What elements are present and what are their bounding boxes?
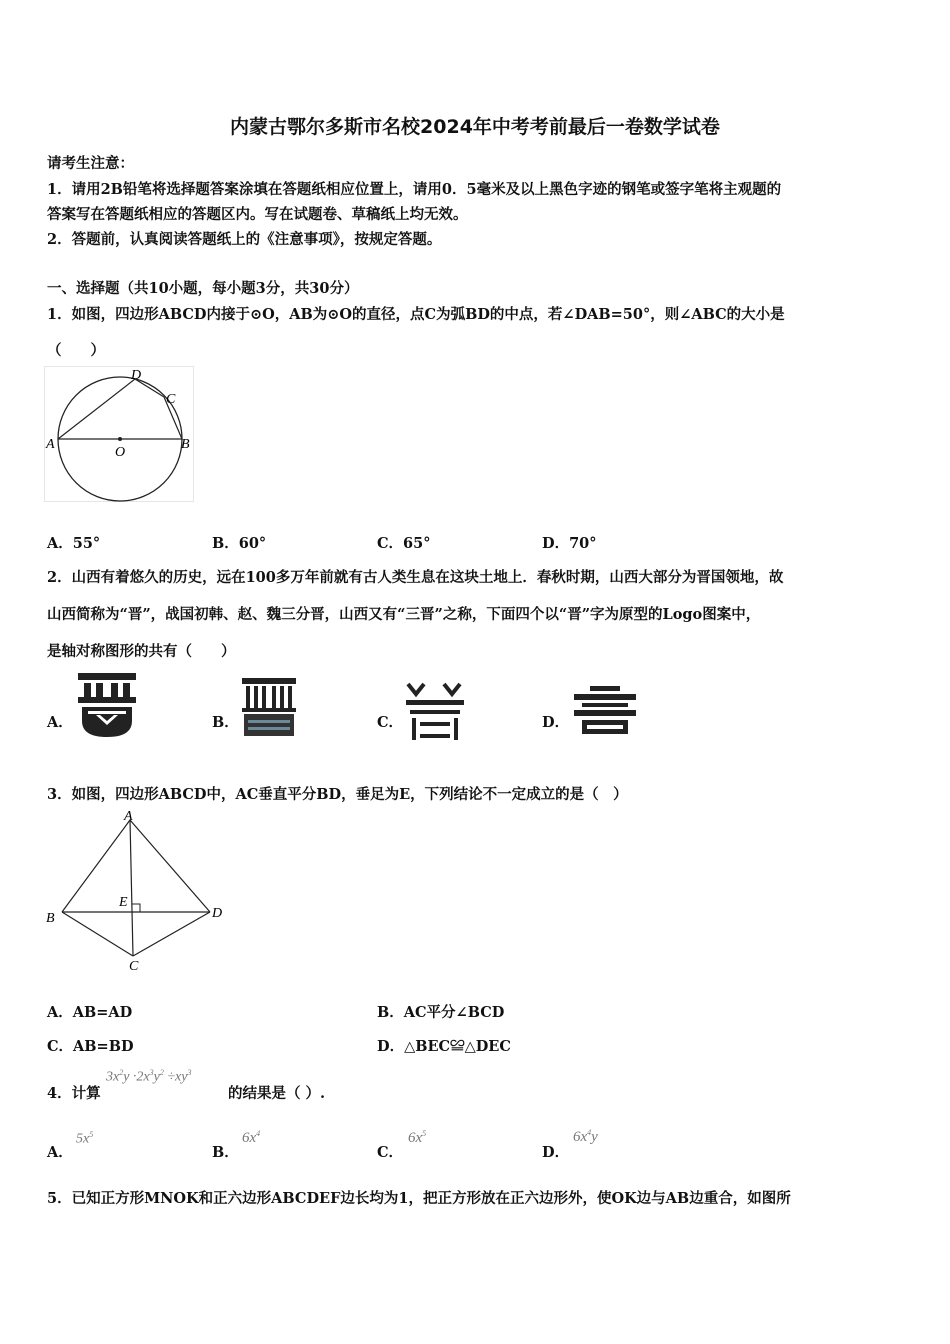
q1-circle-figure [44, 366, 194, 502]
q2-line-2: 山西简称为“晋”，战国初韩、赵、魏三分晋，山西又有“三晋”之称，下面四个以“晋”字为原型的Logo图案中， [47, 606, 761, 623]
notice-line-3: 2．答题前，认真阅读答题纸上的《注意事项》，按规定答题。 [47, 231, 442, 248]
chord-ad [58, 379, 135, 439]
q3-option-b: B．AC平分∠BCD [377, 1004, 505, 1021]
q2-option-a: A． [47, 714, 73, 731]
q2-option-d: D． [542, 714, 570, 731]
q2-option-c: C． [377, 714, 404, 731]
q4-option-c-expr: $6x^5$ [408, 1129, 427, 1146]
side-bc [62, 912, 133, 956]
center-point [118, 437, 122, 441]
label-a: A [124, 809, 133, 824]
jin-logo-b [240, 676, 298, 740]
q1-option-c: C．65° [377, 535, 431, 552]
page-title: 内蒙古鄂尔多斯市名校2024年中考考前最后一卷数学试卷 [230, 116, 720, 138]
label-e: E [119, 895, 128, 910]
q5-text: 5．已知正方形MNOK和正六边形ABCDEF边长均为1，把正方形放在正六边形外，使OK边与AB边重合，如图所 [47, 1190, 791, 1207]
q4-expression: $3x^2y \cdot 2x^3y^2 \div xy^3$ [106, 1068, 192, 1085]
right-angle-mark [132, 904, 140, 912]
q4-option-d-expr: $6x^4y$ [573, 1128, 598, 1145]
q4-option-d: D． [542, 1144, 570, 1161]
side-ad [130, 820, 210, 912]
q1-paren: （ ） [47, 342, 105, 359]
q3-text: 3．如图，四边形ABCD中，AC垂直平分BD，垂足为E，下列结论不一定成立的是（ ） [47, 786, 628, 803]
q4-option-b-expr: $6x^4$ [242, 1129, 261, 1146]
label-b: B [46, 911, 55, 926]
notice-line-1: 1．请用2B铅笔将选择题答案涂填在答题纸相应位置上，请用0．5毫米及以上黑色字迹的钢笔或签字笔将主观题的 [47, 181, 782, 198]
label-c: C [129, 959, 139, 973]
label-a: A [46, 437, 55, 452]
q1-text: 1．如图，四边形ABCD内接于⊙O，AB为⊙O的直径，点C为弧BD的中点，若∠DAB=50°，则∠ABC的大小是 [47, 306, 785, 323]
label-d: D [212, 906, 223, 921]
q3-option-a: A．AB=AD [47, 1004, 133, 1021]
jin-logo-d [572, 684, 638, 740]
q1-option-d: D．70° [542, 535, 597, 552]
label-o: O [115, 445, 126, 460]
jin-logo-c [404, 680, 466, 742]
label-d: D [131, 368, 142, 383]
q1-option-b: B．60° [212, 535, 267, 552]
q4-option-c: C． [377, 1144, 404, 1161]
q3-quadrilateral-figure [44, 808, 229, 973]
q4-option-b: B． [212, 1144, 239, 1161]
section-heading: 一、选择题（共10小题，每小题3分，共30分） [47, 280, 359, 297]
figure-frame [45, 367, 194, 502]
q4-option-a: A． [47, 1144, 73, 1161]
label-c: C [166, 392, 176, 407]
notice-heading: 请考生注意： [47, 155, 134, 172]
q4-option-a-expr: $5x^5$ [76, 1130, 94, 1147]
q2-option-b: B． [212, 714, 239, 731]
label-b: B [181, 437, 190, 452]
q2-line-1: 2．山西有着悠久的历史，远在100多万年前就有古人类生息在这块土地上．春秋时期，山西大部分为晋国领地，故 [47, 569, 784, 586]
jin-logo-a [76, 671, 138, 741]
q4-suffix: 的结果是（ ）. [228, 1085, 326, 1102]
q3-option-d: D．△BEC≌△DEC [377, 1038, 511, 1055]
q1-option-a: A．55° [47, 535, 101, 552]
q4-prefix: 4．计算 [47, 1085, 101, 1102]
diagonal-ac [130, 820, 133, 956]
q3-option-c: C．AB=BD [47, 1038, 134, 1055]
side-dc [133, 912, 210, 956]
notice-line-2: 答案写在答题纸相应的答题区内。写在试题卷、草稿纸上均无效。 [47, 206, 468, 223]
q2-line-3: 是轴对称图形的共有（ ） [47, 643, 236, 660]
